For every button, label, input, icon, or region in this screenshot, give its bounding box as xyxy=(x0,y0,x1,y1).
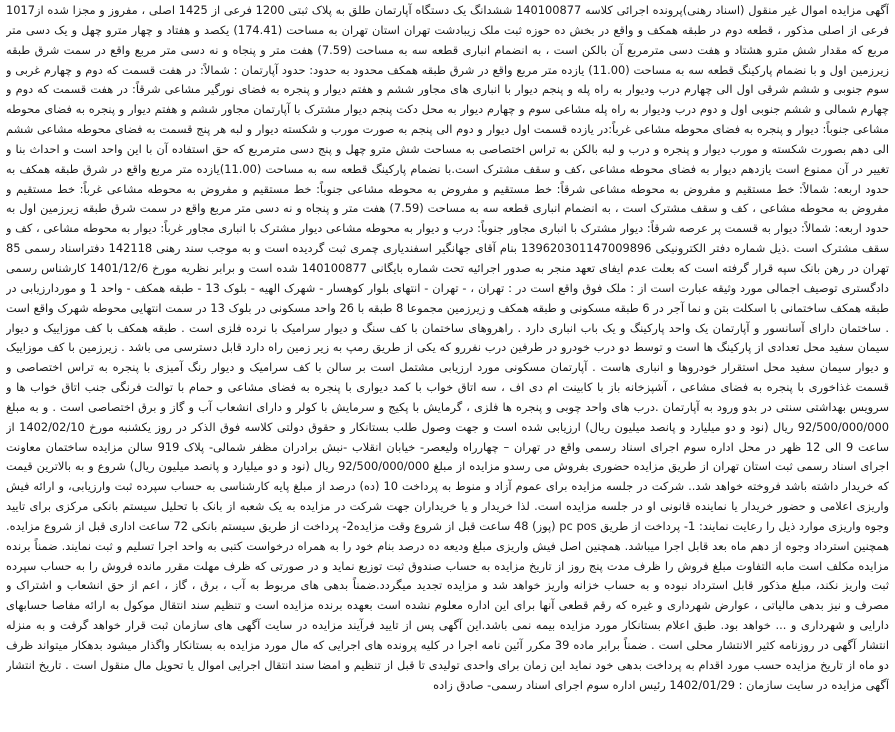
notice-body-text: آگهی مزایده اموال غیر منقول (اسناد رهنی)پرونده اجرائی کلاسه 140100877 ششدانگ یک دستگاه آپارتمان طلق به پلاک ثبتی 1200 فرعی از 1425 اصلی ، مفروز و مجزا شده از1017 فرعی از اصلی مذکور ، قطعه دوم در طبقه همکف و واقع در بخش ده حوزه ثبت ملک زیبادشت تهران استان تهران به مساحت (174.41) یکصد و هفتاد و چهار مترو چهل و یک دسی متر مربع که مقدار شش مترو هشتاد و هفت دسی مترمربع آن بالکن است ، به انضمام انباری قطعه سه به مساحت (7.59) هفت متر و پنجاه و نه دسی متر مربع واقع در سمت شرق طبقه زیرزمین اول و با نضمام پارکینگ قطعه سه به مساحت (11.00) یازده متر مربع واقع در شرق طبقه همکف محدود به حدود: حدود آپارتمان : شمالاً: در هفت قسمت که دوم و چهارم غربی و سوم جنوبی و ششم شرقی اول الی چهارم درب ودیوار به راه پله و پنجم دیوار با انباری های مجاور ششم و هفتم دیوار و پنجره به فضای نورگیر مشاعی شرقاً: در هفت قسمت که دوم و چهارم شمالی و ششم جنوبی اول و دوم درب ودیوار به راه پله مشاعی سوم و چهارم دیوار به محل دکت پنجم دیوار مشترک با آپارتمان مجاور ششم و هفتم دیوار و پنجره به فضای محوطه مشاعی جنوباً: دیوار و پنجره به فضای محوطه مشاعی غرباً:در یازده قسمت اول دیوار و دوم الی پنجم به صورت مورب و شکسته دیوار و لبه هر پنج قسمت به فضای محوطه مشاعی ششم الی دهم بصورت شکسته و مورب دیوار و پنجره و درب و لبه بالکن به تراس اختصاصی به مساحت شش مترو چهل و پنج دسی مترمربع که حق استفاده آن با این واحد است و احداث بنا و تغییر در آن ممنوع است یازدهم دیوار به فضای محوطه مشاعی ،کف و سقف مشترک است.با نضمام پارکینگ قطعه سه به مساحت (11.00)یازده متر مربع واقع در شرق طبقه همکف به حدود اربعه: شمالاً: خط مستقیم و مفروض به محوطه مشاعی شرقاً: خط مستقیم و مفروض به محوطه مشاعی جنوباً: خط مستقیم و مفروض به محوطه مشاعی غرباً: خط مستقیم و مفروض به محوطه مشاعی ، کف و سقف مشترک است ، به انضمام انباری قطعه سه به مساحت (7.59) هفت متر و پنجاه و نه دسی متر مربع واقع در سمت شرق طبقه زیرزمین اول به حدود اربعه: شمالاً: دیوار به قسمت پر عرصه شرقاً: دیوار مشترک با انباری مجاور جنوباً: درب و دیوار به محوطه مشاعی دیوار مشترک با انباری مجاور غرباً: دیوار به محوطه مشاعی ، کف و سقف مشترک است .ذیل شماره دفتر الکترونیکی 139620301147009896 بنام آقای جهانگیر اسفندیاری چمری ثبت گردیده است و به موجب سند رهنی 142118 دفتراسناد رسمی 85 تهران در رهن بانک سپه قرار گرفته است که بعلت عدم ایفای تعهد منجر به صدور اجرائیه تحت شماره بایگانی 140100877 شده است و برابر نظریه مورخ 1401/12/6 کارشناس رسمی دادگستری توصیف اجمالی مورد وثیقه عبارت است از : ملک فوق واقع است در : تهران ، - تهران - انتهای بلوار کوهسار - شهرک الهیه - بلوک 13 - طبقه همکف - واحد 1 و موردارزیابی در طبقه همکف ساختمانی با اسکلت بتن و نما آجر در 6 طبقه مسکونی و طبقه همکف و زیرزمین مجموعا 8 طبقه با 26 واحد مسکونی در بلوک 13 در سمت انتهایی محوطه شهرک واقع است . ساختمان دارای آسانسور و آپارتمان یک واحد پارکینگ و یک باب انباری دارد . راهروهای ساختمان با کف سنگ و دیوار سرامیک با نرده فلزی است . طبقه همکف با کف موزاییک و دیوار سیمان سفید محل تعدادی از پارکینگ ها است و توسط دو درب خودرو در طرفین درب نفررو که یکی از طریق رمپ به زیر زمین راه دارد قابل دسترسی می باشد . زیرزمین با کف موزاییک و دیوار سیمان سفید محل استقرار خودروها و انباری هاست . آپارتمان مسکونی مورد ارزیابی مشتمل است بر سالن با کف سرامیک و دیوار رنگ آمیزی با پنجره به تراس اختصاصی و قسمت غذاخوری با پنجره به فضای مشاعی ، آشپزخانه باز با کابینت ام دی اف ، سه اتاق خواب با کمد دیواری با پنجره به فضای مشاعی و حمام با توالت فرنگی جنب اتاق خواب ها و سرویس بهداشتی سنتی در بدو ورود به آپارتمان .درب های واحد چوبی و پنجره ها فلزی ، گرمایش با پکیج و سرمایش با کولر و دارای انشعاب آب و گاز و برق اختصاصی است . و به مبلغ 92/500/000/000 ریال (نود و دو میلیارد و پانصد میلیون ریال) ارزیابی شده است و جهت وصول طلب بستانکار و حقوق دولتی کلاسه فوق الذکر در روز یکشنبه مورخ 1402/02/10 از ساعت 9 الی 12 ظهر در محل اداره سوم اجرای اسناد رسمی واقع در تهران – چهارراه ولیعصر- خیابان انقلاب -نبش برادران مظفر شمالی- پلاک 919 سالن مزایده ساختمان معاونت اجرای اسناد رسمی ثبت استان تهران از طریق مزایده حضوری بفروش می رسدو مزایده از مبلغ 92/500/000/000 ریال (نود و دو میلیارد و پانصد میلیون ریال) شروع و به بالاترین قیمت که خریدار داشته باشد فروخته خواهد شد.. شرکت در جلسه مزایده برای عموم آزاد و منوط به پرداخت 10 (ده) درصد از مبلغ پایه کارشناسی به حساب سپرده ثبت وارزیابی، و ارائه فیش واریزی اعلامی و حضور خریدار یا نماینده قانونی او در جلسه مزایده است. لذا خریدار و یا خریداران جهت شرکت در مزایده به یک شعبه از بانک با تحلیل سیستم بانکی مرکزی برای تایید وجوه واریزی موارد ذیل را رعایت نمایند: 1- پرداخت از طریق pc pos (پوز) 48 ساعت قبل از شروع وقت مزایده2- پرداخت از طریق سیستم بانکی 72 ساعت اداری قبل از شروع مزایده. همچنین استرداد وجوه از دهم ماه بعد قابل اجرا میباشد. همچنین اصل فیش واریزی مبلغ ودیعه ده درصد بنام خود را به همراه درخواست کتبی به واحد اجرا تسلیم و ثبت نمایند. ضمناً برنده مزایده مکلف است مابه التفاوت مبلغ فروش را ظرف مدت پنج روز از تاریخ مزایده به حساب صندوق ثبت توزیع نماید و در صورتی که ظرف مهلت مقرر مانده فروش را به حساب سپرده ثبت واریز نکند، مبلغ مذکور قابل استرداد نبوده و به حساب خزانه واریز خواهد شد و مزایده تجدید میگردد.ضمناً بدهی های مربوط به آب ، برق ، گاز ، اعم از حق انشعاب و اشتراک و مصرف و نیز بدهی مالیاتی ، عوارض شهرداری و غیره که رقم قطعی آنها برای این اداره معلوم نشده است بعهده برنده مزایده است و تنظیم سند انتقال موکول به ارائه مفاصا حسابهای دارایی و شهرداری و ... خواهد بود. طبق اعلام بستانکار مورد مزایده بیمه نمی باشد.این آگهی پس از تایید فرآیند مزایده در سایت آگهی های سازمان ثبت قرار خواهد گرفت و به منزله انتشار آگهی در روزنامه کثیر الانتشار محلی است . ضمناً برابر ماده 39 مکرر آئین نامه اجرا در کلیه پرونده های اجرایی که مال مورد مزایده به بستانکار واگذار میشود بدهکار میتواند ظرف دو ماه از تاریخ مزایده حسب مورد اقدام به پرداخت بدهی خود نماید این زمان برای واحدی تولیدی تا قبل از تنظیم و امضا سند انتقال اجرایی اموال یا تحویل مال منقول است . تاریخ انتشار آگهی مزایده در سایت سازمان : 1402/01/29 رئیس اداره سوم اجرای اسناد رسمی- صادق زاده xyxy=(6,3,889,692)
auction-notice xyxy=(6,0,889,732)
